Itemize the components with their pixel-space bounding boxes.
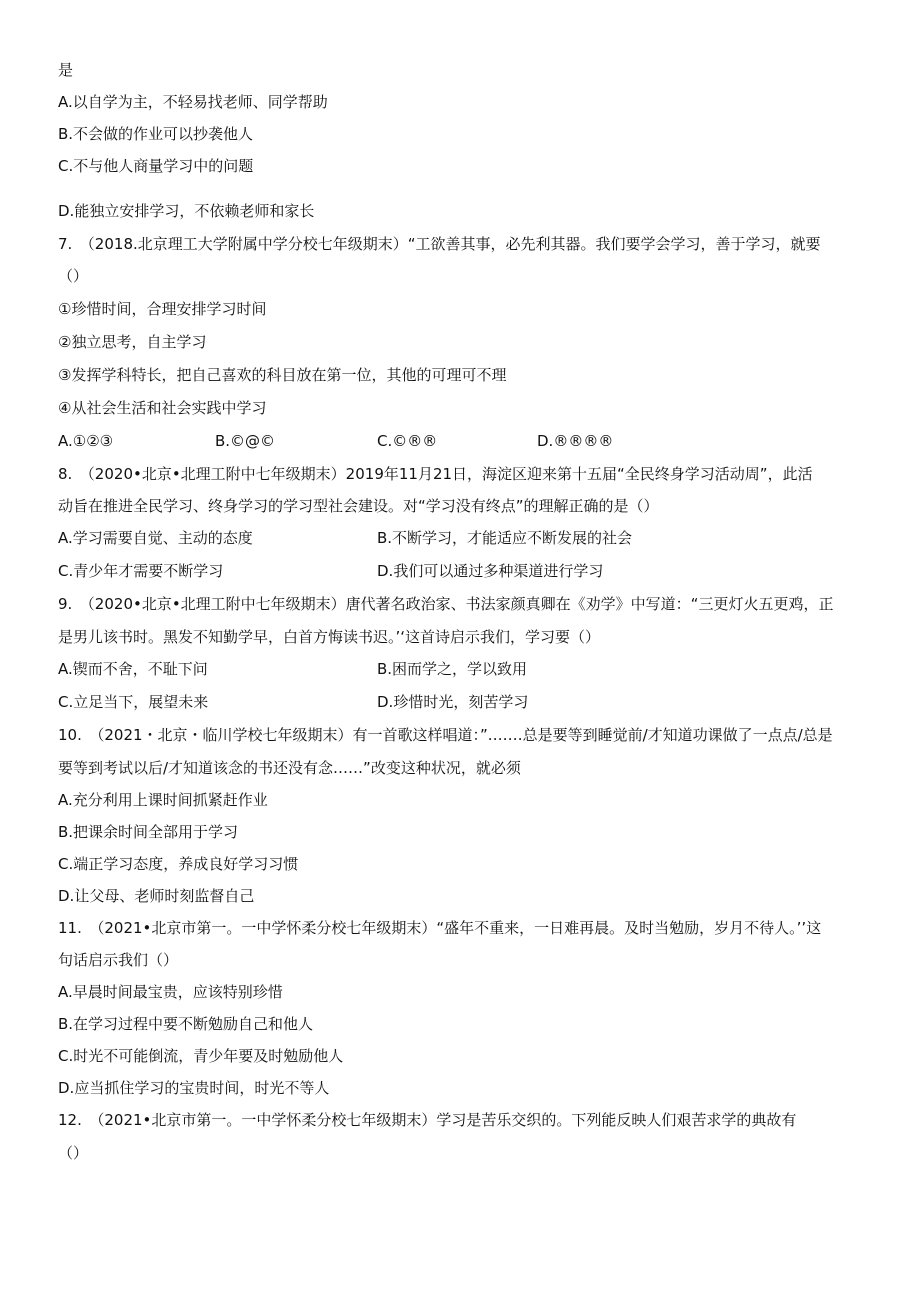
- text-line: 动旨在推进全民学习、终身学习的学习型社会建设。对“学习没有终点”的理解正确的是（）: [58, 497, 659, 515]
- question-12: 12. （2021•北京市第一。一中学怀柔分校七年级期末）学习是苦乐交织的。下列能反映人们艰苦求学的典故有: [58, 1111, 797, 1129]
- statement-line: ④从社会生活和社会实践中学习: [58, 399, 267, 417]
- q9-option-b: B.困而学之，学以致用: [377, 660, 528, 678]
- option-line: A.以自学为主，不轻易找老师、同学帮助: [58, 93, 328, 111]
- text-line: 句话启示我们（）: [58, 951, 179, 969]
- question-10: 10. （2021・北京・临川学校七年级期末）有一首歌这样唱道：”.……总是要等到睡觉前/才知道功课做了一点点/总是: [58, 726, 833, 744]
- text-line: 是: [58, 61, 74, 79]
- q8-option-a: A.学习需要自觉、主动的态度: [58, 529, 253, 547]
- option-line: D.让父母、老师时刻监督自己: [58, 887, 255, 905]
- text-line: 是男儿该书时。黑发不知勤学早，白首方悔读书迟。’‘这首诗启示我们，学习要（）: [58, 628, 601, 646]
- option-line: B.不会做的作业可以抄袭他人: [58, 125, 254, 143]
- q8-option-d: D.我们可以通过多种渠道进行学习: [377, 562, 604, 580]
- q7-option-d: D.®®®®: [537, 432, 614, 450]
- q8-option-b: B.不断学习，才能适应不断发展的社会: [377, 529, 633, 547]
- option-line: A.早晨时间最宝贵，应该特别珍惜: [58, 983, 283, 1001]
- statement-line: ②独立思考，自主学习: [58, 333, 207, 351]
- statement-line: ①珍惜时间，合理安排学习时间: [58, 300, 267, 318]
- question-8: 8. （2020•北京•北理工附中七年级期末）2019年11月21日，海淀区迎来第十五届“全民终身学习活动周”，此活: [58, 465, 813, 483]
- question-9: 9. （2020•北京•北理工附中七年级期末）唐代著名政治家、书法家颜真卿在《劝学》中写道：“三更灯火五更鸡，正: [58, 595, 834, 613]
- question-11: 11. （2021•北京市第一。一中学怀柔分校七年级期末）“盛年不重来，一日难再晨。及时当勉励，岁月不待人。’’这: [58, 919, 822, 937]
- option-line: C.端正学习态度，养成良好学习习惯: [58, 855, 299, 873]
- option-line: B.在学习过程中要不断勉励自己和他人: [58, 1015, 314, 1033]
- statement-line: ③发挥学科特长，把自己喜欢的科目放在第一位，其他的可理可不理: [58, 366, 507, 384]
- q9-option-a: A.锲而不舍，不耻下问: [58, 660, 208, 678]
- text-line: （）: [58, 1144, 89, 1162]
- question-7: 7. （2018.北京理工大学附属中学分校七年级期末）“工欲善其事，必先利其器。我们要学会学习，善于学习，就要: [58, 235, 821, 253]
- q9-option-c: C.立足当下，展望未来: [58, 693, 209, 711]
- q7-option-a: A.①②③: [58, 432, 114, 450]
- q9-option-d: D.珍惜时光，刻苦学习: [377, 693, 529, 711]
- option-line: C.时光不可能倒流，青少年要及时勉励他人: [58, 1047, 344, 1065]
- option-line: D.应当抓住学习的宝贵时间，时光不等人: [58, 1079, 330, 1097]
- q7-option-b: B.©@©: [215, 432, 276, 450]
- option-line: D.能独立安排学习，不依赖老师和家长: [58, 202, 315, 220]
- option-line: C.不与他人商量学习中的问题: [58, 157, 254, 175]
- text-line: 要等到考试以后/才知道该念的书还没有念……”改变这种状况，就必须: [58, 759, 521, 777]
- option-line: B.把课余时间全部用于学习: [58, 823, 239, 841]
- q7-option-c: C.©®®: [377, 432, 438, 450]
- option-line: A.充分利用上课时间抓紧赶作业: [58, 791, 268, 809]
- text-line: （）: [58, 267, 89, 285]
- q8-option-c: C.青少年才需要不断学习: [58, 562, 224, 580]
